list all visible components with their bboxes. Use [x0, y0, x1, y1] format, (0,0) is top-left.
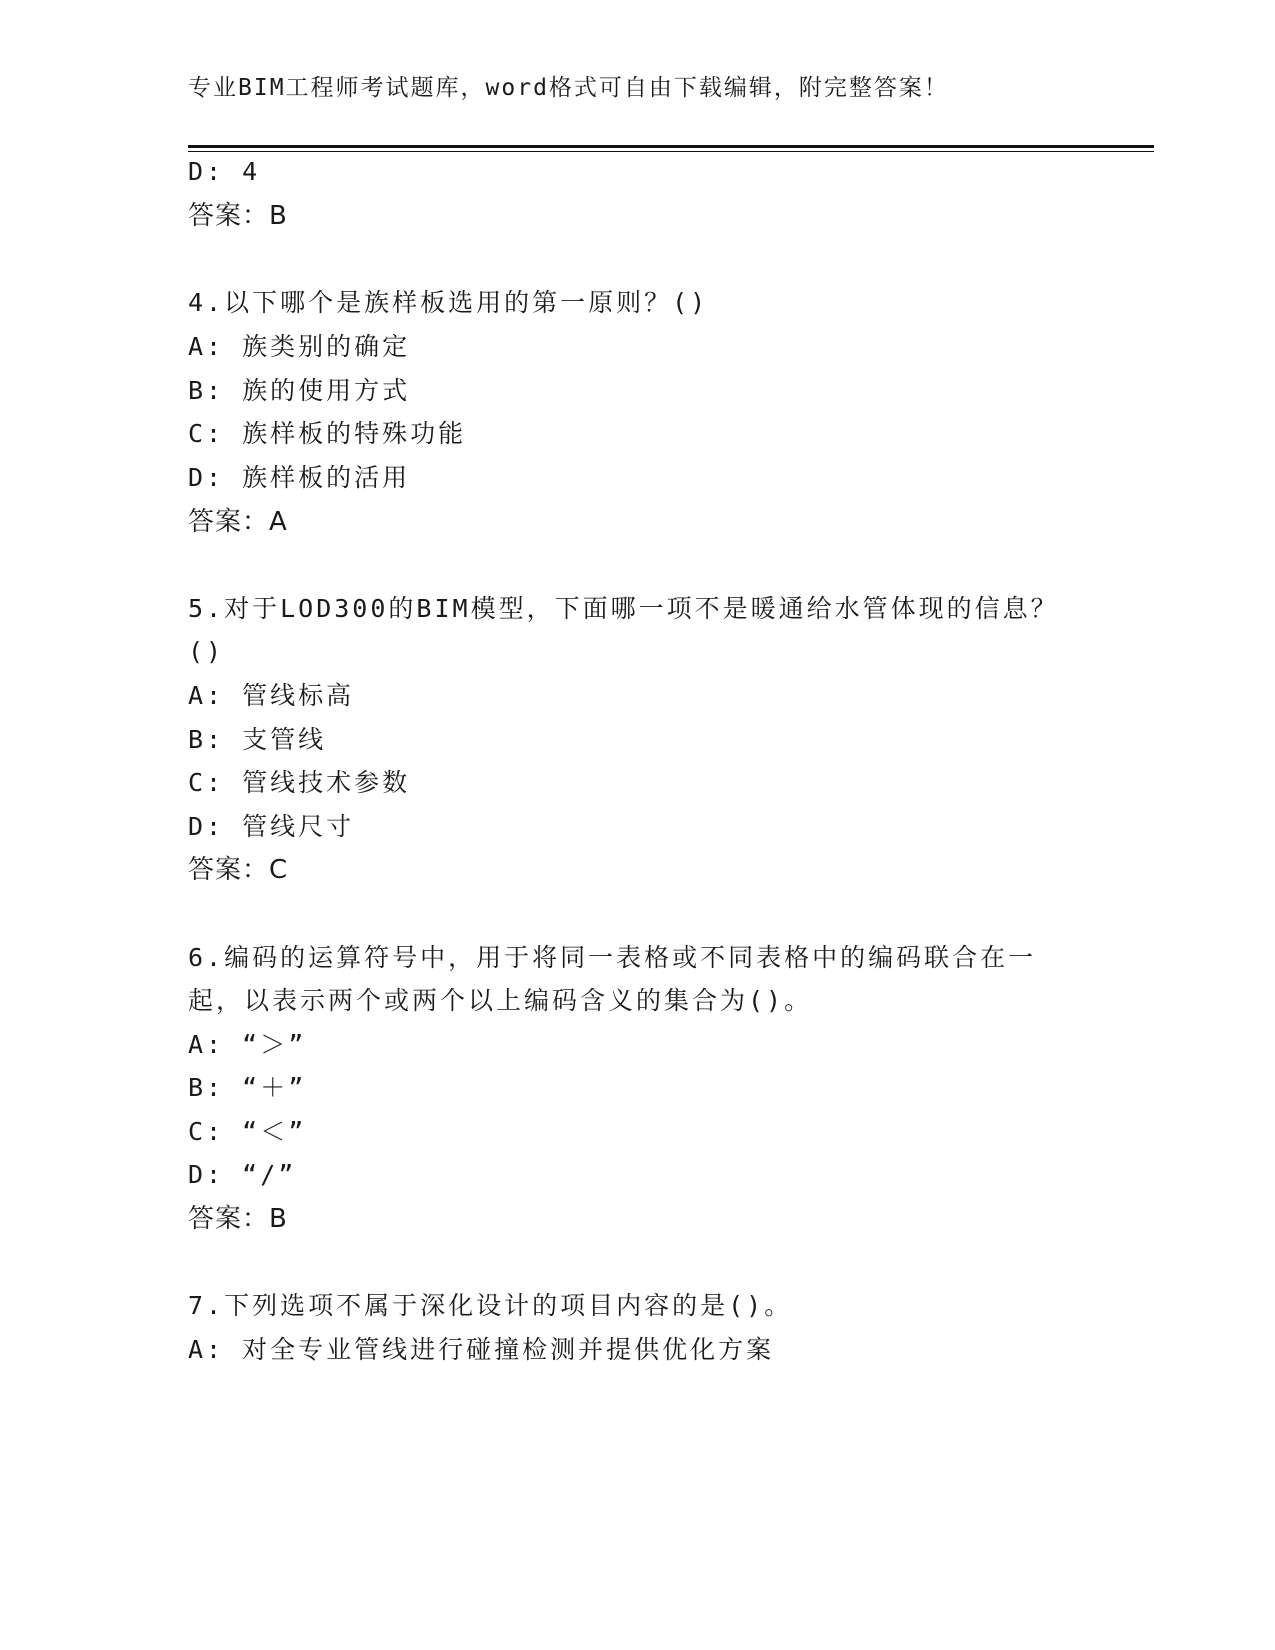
- header-divider: [188, 145, 1154, 152]
- q7-option-a: A: 对全专业管线进行碰撞检测并提供优化方案: [188, 1335, 775, 1364]
- q6-option-a: A: “＞”: [188, 1030, 307, 1059]
- q6-option-b: B: “＋”: [188, 1073, 307, 1102]
- q6-option-c: C: “＜”: [188, 1117, 307, 1146]
- q6-stem-line1: 6.编码的运算符号中，用于将同一表格或不同表格中的编码联合在一: [188, 943, 1037, 972]
- q3-answer: 答案：B: [188, 201, 288, 231]
- q6-stem-line2: 起，以表示两个或两个以上编码含义的集合为()。: [188, 986, 813, 1015]
- q5-option-d: D: 管线尺寸: [188, 812, 355, 841]
- q6-option-d: D: “/”: [188, 1160, 297, 1189]
- q3-option-d: D: 4: [188, 157, 261, 186]
- q5-option-a: A: 管线标高: [188, 681, 355, 710]
- page-header-banner: 专业BIM工程师考试题库，word格式可自由下载编辑，附完整答案！: [188, 75, 949, 101]
- q4-option-c: C: 族样板的特殊功能: [188, 419, 467, 448]
- q5-option-b: B: 支管线: [188, 725, 327, 754]
- q4-option-b: B: 族的使用方式: [188, 376, 411, 405]
- q5-stem-line1: 5.对于LOD300的BIM模型，下面哪一项不是暖通给水管体现的信息？: [188, 594, 1059, 623]
- q5-stem-line2: (): [188, 637, 225, 666]
- q4-stem: 4.以下哪个是族样板选用的第一原则？(): [188, 288, 709, 317]
- q5-option-c: C: 管线技术参数: [188, 768, 411, 797]
- q4-option-d: D: 族样板的活用: [188, 463, 411, 492]
- q4-answer: 答案：A: [188, 507, 288, 537]
- q6-answer: 答案：B: [188, 1204, 288, 1234]
- q7-stem: 7.下列选项不属于深化设计的项目内容的是()。: [188, 1291, 793, 1320]
- q4-option-a: A: 族类别的确定: [188, 332, 411, 361]
- q5-answer: 答案：C: [188, 855, 289, 885]
